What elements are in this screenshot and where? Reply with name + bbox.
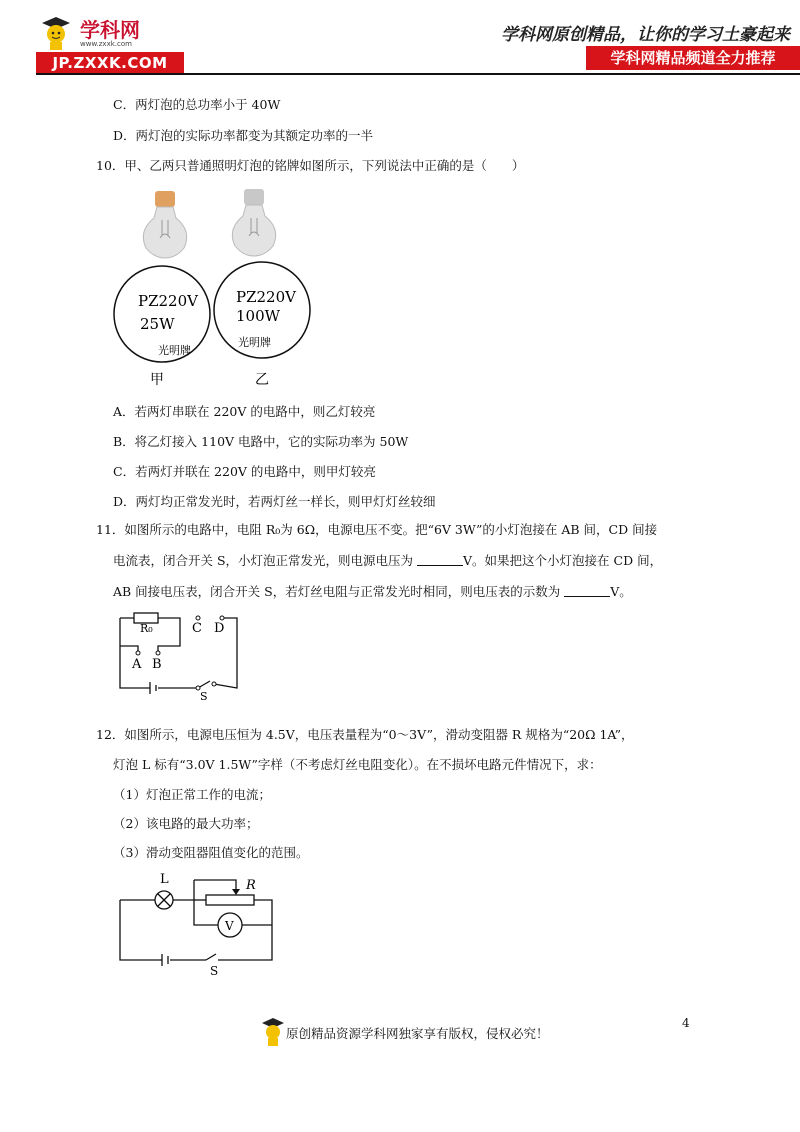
q11-label-r0: R₀ <box>140 622 153 635</box>
q12-line1: 12．如图所示，电源电压恒为 4.5V，电压表量程为“0～3V”，滑动变阻器 R 规格为“20Ω 1A”， <box>96 727 634 742</box>
bulb-jia-power: 25W <box>140 315 175 333</box>
q11-line3-b: V。 <box>610 584 632 599</box>
logo-site: JP.ZXXK.COM <box>36 52 184 74</box>
q12-label-s: S <box>210 964 219 978</box>
q11-blank-1[interactable] <box>417 553 463 566</box>
q9-option-c: C．两灯泡的总功率小于 40W <box>113 97 281 112</box>
header-banner: 学科网精品频道全力推荐 <box>586 46 800 70</box>
q10-option-a: A．若两灯串联在 220V 的电路中，则乙灯较亮 <box>113 404 376 419</box>
bulb-yi-power: 100W <box>236 307 281 325</box>
q9-option-d: D．两灯泡的实际功率都变为其额定功率的一半 <box>113 128 374 143</box>
logo-url: www.zxxk.com <box>80 40 132 48</box>
q11-line3-a: AB 间接电压表，闭合开关 S，若灯丝电阻与正常发光时相同，则电压表的示数为 <box>113 584 565 599</box>
bulb-jia-model: PZ220V <box>138 292 198 310</box>
bulb-jia-icon <box>143 191 186 258</box>
q12-label-v: V <box>225 919 234 933</box>
q12-sub2: （2）该电路的最大功率； <box>113 816 259 831</box>
q11-blank-2[interactable] <box>564 584 610 597</box>
q10-stem: 10．甲、乙两只普通照明灯泡的铭牌如图所示，下列说法中正确的是（ ） <box>96 158 525 173</box>
q11-line2-b: V。如果把这个小灯泡接在 CD 间， <box>463 553 663 568</box>
bulb-yi-brand: 光明牌 <box>238 336 271 349</box>
q11-line2-a: 电流表，闭合开关 S，小灯泡正常发光，则电源电压为 <box>113 553 418 568</box>
bulb-yi-model: PZ220V <box>236 288 296 306</box>
bulb-jia-caption: 甲 <box>150 372 164 388</box>
q11-line3 <box>113 584 632 600</box>
q11-label-d: D <box>214 621 225 636</box>
bulb-jia-brand: 光明牌 <box>158 344 191 357</box>
q10-option-d: D．两灯均正常发光时，若两灯丝一样长，则甲灯灯丝较细 <box>113 494 436 509</box>
bulb-yi-icon <box>232 189 275 256</box>
q11-label-b: B <box>152 657 162 672</box>
q12-label-r: R <box>246 878 256 893</box>
q11-line2 <box>113 553 662 569</box>
q12-sub1: （1）灯泡正常工作的电流； <box>113 787 271 802</box>
q11-label-s: S <box>200 690 208 701</box>
footer-mascot-icon <box>260 1016 286 1048</box>
q10-option-c: C．若两灯并联在 220V 的电路中，则甲灯较亮 <box>113 464 376 479</box>
q12-line2: 灯泡 L 标有“3.0V 1.5W”字样（不考虑灯丝电阻变化）。在不损坏电路元件情况下，求： <box>113 757 602 772</box>
bulb-yi-caption: 乙 <box>255 372 269 388</box>
site-logo <box>36 14 186 74</box>
logo-name: 学科网 <box>80 18 140 42</box>
page-number: 4 <box>682 1016 690 1030</box>
q11-label-c: C <box>192 621 202 636</box>
q12-sub3: （3）滑动变阻器阻值变化的范围。 <box>113 845 309 860</box>
q11-label-a: A <box>132 657 142 672</box>
mascot-icon <box>38 14 74 52</box>
q12-circuit-diagram <box>110 865 285 980</box>
footer-copyright: 原创精品资源学科网独家享有版权，侵权必究！ <box>286 1026 549 1041</box>
q10-bulb-figure <box>110 186 320 391</box>
header-slogan: 学科网原创精品，让你的学习土豪起来 <box>501 25 790 45</box>
q12-label-l: L <box>160 872 169 887</box>
header-divider <box>36 73 800 75</box>
q10-option-b: B．将乙灯接入 110V 电路中，它的实际功率为 50W <box>113 434 409 449</box>
q11-circuit-diagram <box>110 606 250 701</box>
q11-line1: 11．如图所示的电路中，电阻 R₀为 6Ω，电源电压不变。把“6V 3W”的小灯泡接在 AB 间，CD 间接 <box>96 522 658 537</box>
